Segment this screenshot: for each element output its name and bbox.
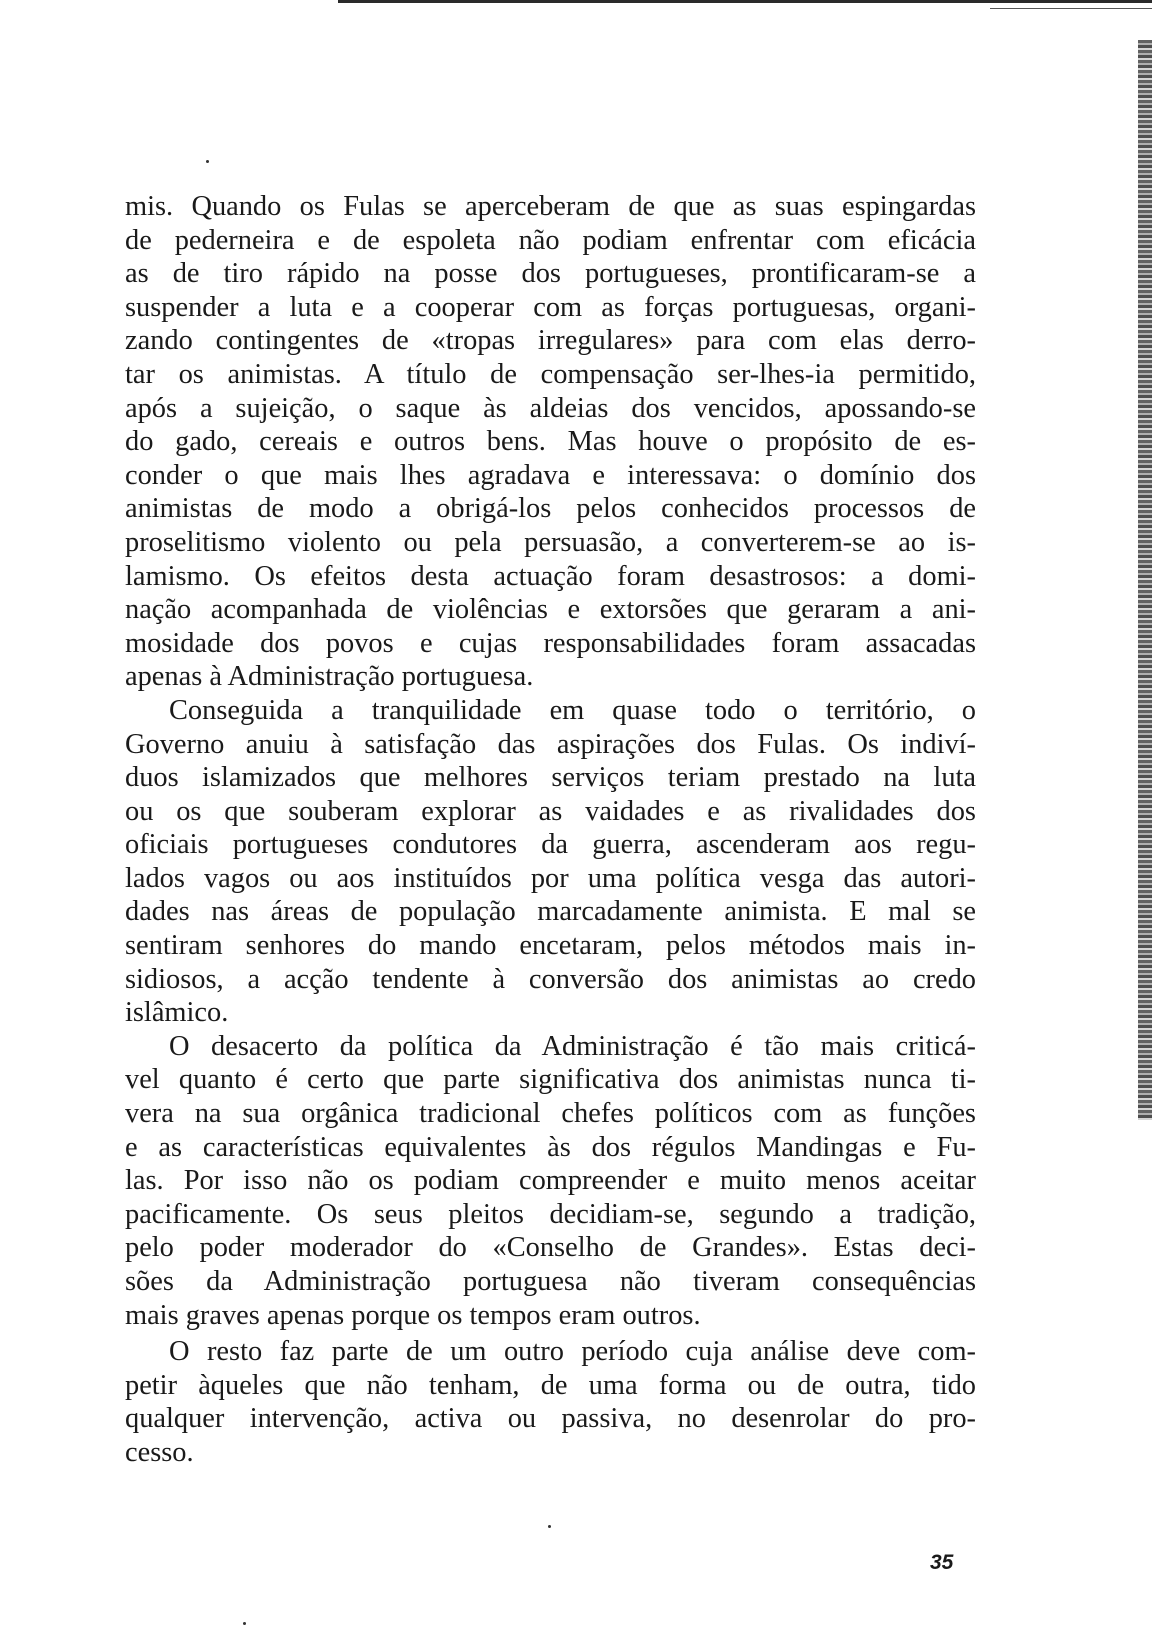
text-line: duos islamizados que melhores serviços teriam prestado na luta [125, 762, 976, 794]
text-line: O desacerto da política da Administração é tão mais criticá- [169, 1030, 976, 1062]
text-line: de pederneira e de espoleta não podiam enfrentar com eficácia [125, 224, 976, 256]
print-speck [548, 1525, 551, 1528]
text-line: sidiosos, a acção tendente à conversão dos animistas ao credo [125, 963, 976, 995]
text-line: nação acompanhada de violências e extorsões que geraram a ani- [125, 594, 976, 626]
text-line: petir àqueles que não tenham, de uma forma ou de outra, tido [125, 1369, 976, 1401]
text-line: conder o que mais lhes agradava e interessava: o domínio dos [125, 459, 976, 491]
text-line: mis. Quando os Fulas se aperceberam de que as suas espingardas [125, 191, 976, 222]
text-line: apenas à Administração portuguesa. [125, 661, 534, 693]
print-speck [243, 1622, 246, 1625]
text-line: oficiais portugueses condutores da guerra, ascenderam aos regu- [125, 829, 976, 861]
text-line: as de tiro rápido na posse dos portugueses, prontificaram-se a [125, 258, 976, 290]
text-line: após a sujeição, o saque às aldeias dos vencidos, apossando-se [125, 392, 976, 424]
paragraph [125, 1030, 976, 1332]
text-line: animistas de modo a obrigá-los pelos conhecidos processos de [125, 493, 976, 525]
page-number: 35 [930, 1551, 954, 1574]
text-line: e as características equivalentes às dos régulos Mandingas e Fu- [125, 1131, 976, 1163]
text-line: vera na sua orgânica tradicional chefes políticos com as funções [125, 1098, 976, 1130]
text-line: pelo poder moderador do «Conselho de Grandes». Estas deci- [125, 1232, 976, 1264]
text-line: dades nas áreas de população marcadamente animista. E mal se [125, 896, 976, 928]
paragraph [125, 1335, 976, 1469]
text-line: mosidade dos povos e cujas responsabilidades foram assacadas [125, 627, 976, 659]
text-line: ou os que souberam explorar as vaidades e as rivalidades dos [125, 795, 976, 827]
text-line: Conseguida a tranquilidade em quase todo o território, o [169, 694, 976, 726]
text-line: lamismo. Os efeitos desta actuação foram desastrosos: a domi- [125, 560, 976, 592]
top-rule-secondary [990, 8, 1152, 9]
text-line: proselitismo violento ou pela persuasão, a converterem-se ao is- [125, 526, 976, 558]
text-line: cesso. [125, 1436, 194, 1468]
text-line: Governo anuiu à satisfação das aspirações dos Fulas. Os indiví- [125, 728, 976, 760]
text-line: zando contingentes de «tropas irregulares» para com elas derro- [125, 325, 976, 357]
body-text [125, 190, 976, 1470]
text-line: do gado, cereais e outros bens. Mas houve o propósito de es- [125, 426, 976, 458]
top-rule [338, 0, 1152, 3]
paragraph [125, 190, 976, 694]
text-line: O resto faz parte de um outro período cuja análise deve com- [169, 1336, 976, 1368]
text-line: sões da Administração portuguesa não tiveram consequências [125, 1266, 976, 1297]
text-line: lados vagos ou aos instituídos por uma política vesga das autori- [125, 862, 976, 894]
text-line: las. Por isso não os podiam compreender e muito menos aceitar [125, 1165, 976, 1197]
print-speck [206, 160, 209, 163]
page-edge-shadow [1138, 40, 1152, 1120]
text-line: tar os animistas. A título de compensação ser-lhes-ia permitido, [125, 358, 976, 390]
text-line: qualquer intervenção, activa ou passiva, no desenrolar do pro- [125, 1403, 976, 1435]
text-line: suspender a luta e a cooperar com as forças portuguesas, organi- [125, 291, 976, 323]
text-line: mais graves apenas porque os tempos eram outros. [125, 1299, 701, 1331]
text-line: vel quanto é certo que parte significativa dos animistas nunca ti- [125, 1064, 976, 1096]
paragraph [125, 694, 976, 1030]
text-line: pacificamente. Os seus pleitos decidiam-se, segundo a tradição, [125, 1198, 976, 1230]
text-line: sentiram senhores do mando encetaram, pelos métodos mais in- [125, 930, 976, 962]
text-line: islâmico. [125, 997, 229, 1029]
